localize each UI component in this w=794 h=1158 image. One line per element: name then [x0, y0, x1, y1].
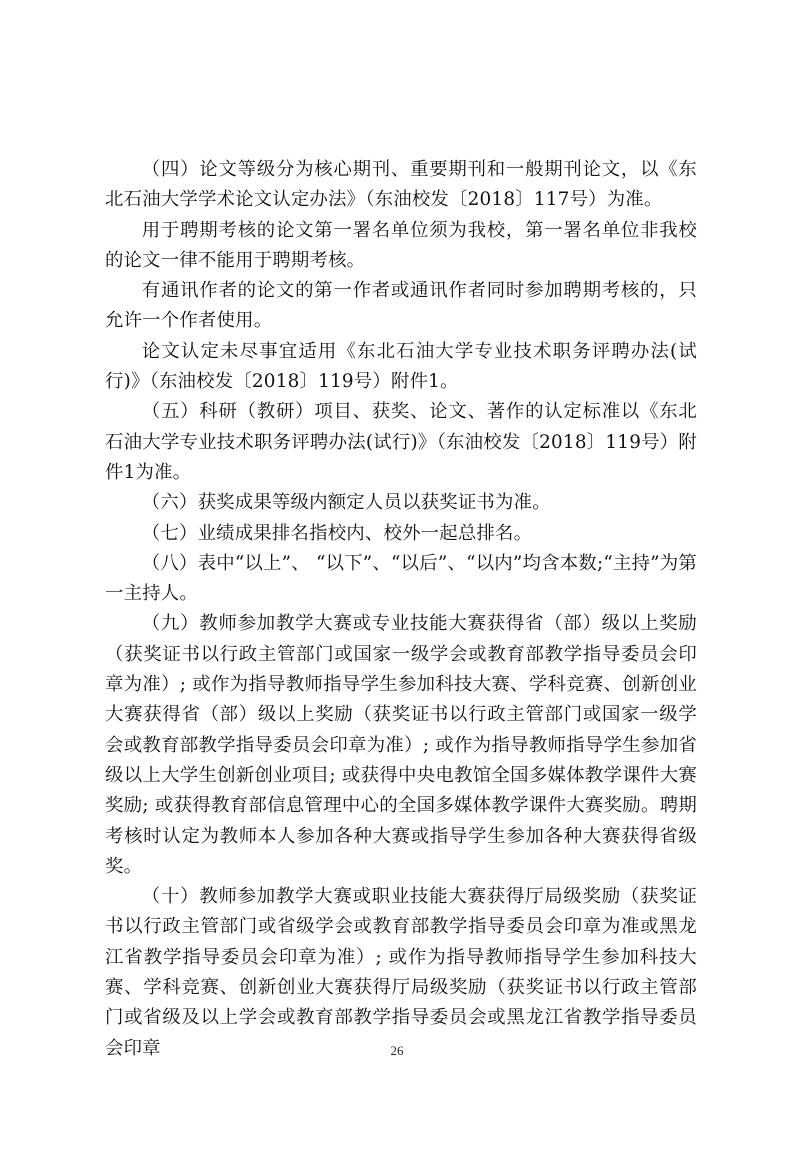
paragraph-10-bureau-awards: （十）教师参加教学大赛或职业技能大赛获得厅局级奖励（获奖证书以行政主管部门或省级学会或教育部教学指导委员会印章为准或黑龙江省教学指导委员会印章为准）; 或作为指导教师指导学生参加科技大赛、学科竞赛、创新创业大赛获得厅局级奖励（获奖证书以行政主管部门或省级及以上学会或教育部教学指导委员会或黑龙江省教学指导委员会印章 [105, 886, 697, 1059]
paragraph-8-inclusive-terms: （八）表中“以上”、 “以下”、“以后”、“以内”均含本数;“主持”为第一主持人。 [105, 552, 697, 605]
page-number: 26 [390, 1043, 404, 1058]
paragraph-first-affiliation: 用于聘期考核的论文第一署名单位须为我校，第一署名单位非我校的论文一律不能用于聘期考核。 [105, 219, 697, 271]
body-text [105, 155, 697, 1064]
paragraph-corresponding-author: 有通讯作者的论文的第一作者或通讯作者同时参加聘期考核的，只允许一个作者使用。 [105, 280, 697, 332]
paragraph-5-recognition-standard: （五）科研（教研）项目、获奖、论文、著作的认定标准以《东北石油大学专业技术职务评聘办法(试行)》（东油校发〔2018〕119号）附件1为准。 [105, 401, 697, 483]
paragraph-4-journal-levels: （四）论文等级分为核心期刊、重要期刊和一般期刊论文，以《东北石油大学学术论文认定办法》（东油校发〔2018〕117号）为准。 [105, 159, 697, 211]
paragraph-paper-recognition: 论文认定未尽事宜适用《东北石油大学专业技术职务评聘办法(试行)》（东油校发〔2018〕119号）附件1。 [105, 340, 697, 393]
paragraph-9-provincial-awards: （九）教师参加教学大赛或专业技能大赛获得省（部）级以上奖励（获奖证书以行政主管部门或国家一级学会或教育部教学指导委员会印章为准）; 或作为指导教师指导学生参加科技大赛、学科竞赛、创新创业大赛获得省（部）级以上奖励（获奖证书以行政主管部门或国家一级学会或教育部教学指导委员会印章为准）; 或作为指导教师指导学生参加省级以上大学生创新创业项目; 或获得中央电教馆全国多媒体教学课件大赛奖励; 或获得教育部信息管理中心的全国多媒体教学课件大赛奖励。聘期考核时认定为教师本人参加各种大赛或指导学生参加各种大赛获得省级奖。 [105, 613, 697, 877]
paragraph-7-ranking: （七）业绩成果排名指校内、校外一起总排名。 [141, 522, 533, 544]
paragraph-6-award-personnel: （六）获奖成果等级内额定人员以获奖证书为准。 [141, 492, 551, 514]
